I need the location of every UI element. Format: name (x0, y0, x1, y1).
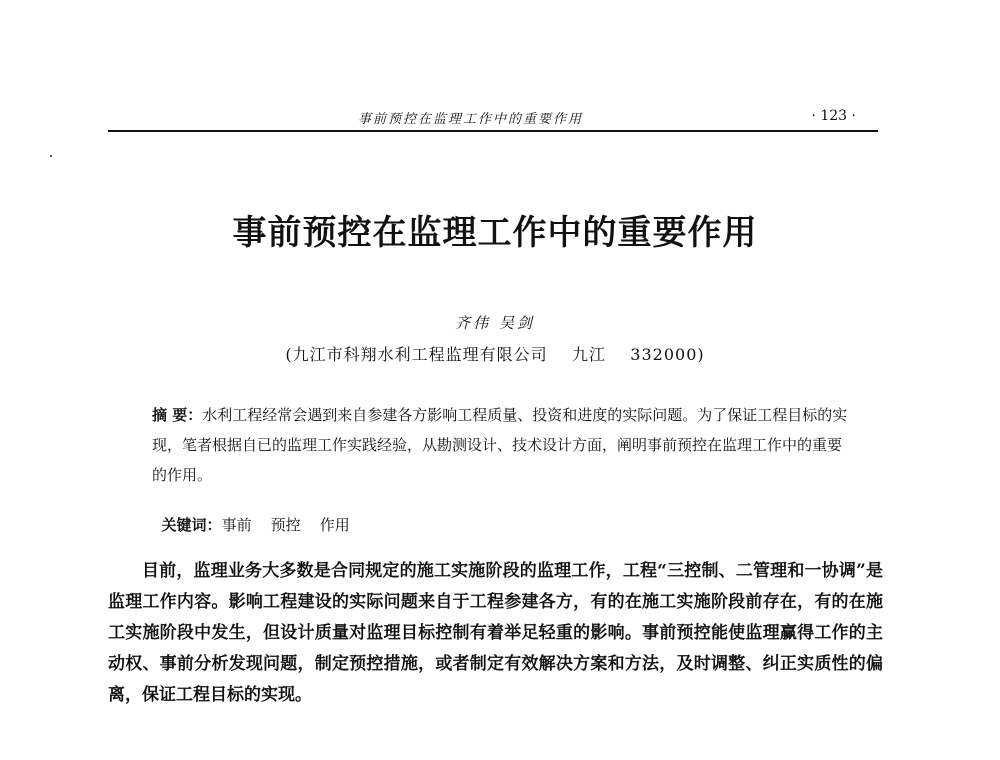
abstract-text: 水利工程经常会遇到来自参建各方影响工程质量、投资和进度的实际问题。为了保证工程目标的实现，笔者根据自已的监理工作实践经验，从勘测设计、技术设计方面，阐明事前预控在监理工作中的重要的作用。 (152, 406, 848, 484)
running-title: 事前预控在监理工作中的重要作用 (358, 112, 584, 127)
page-number: · 123 · (811, 108, 856, 124)
abstract-label: 摘 要： (152, 406, 203, 424)
body-paragraph: 目前，监理业务大多数是合同规定的施工实施阶段的监理工作，工程“三控制、二管理和一协调”是监理工作内容。影响工程建设的实际问题来自于工程参建各方，有的在施工实施阶段前存在，有的在施工实施阶段中发生，但设计质量对监理目标控制有着举足轻重的影响。事前预控能使监理赢得工作的主动权、事前分析发现问题，制定预控措施，或者制定有效解决方案和方法，及时调整、纠正实质性的偏离，保证工程目标的实现。 (108, 561, 883, 705)
authors: 齐伟 吴剑 (455, 314, 535, 332)
affiliation: (九江市科翔水利工程监理有限公司 九江 332000) (285, 345, 705, 364)
running-header (108, 108, 878, 132)
abstract (152, 400, 852, 490)
keywords-label: 关键词： (161, 516, 222, 534)
article-title: 事前预控在监理工作中的重要作用 (232, 213, 758, 253)
keywords (152, 496, 852, 535)
scan-speck (50, 155, 52, 157)
keywords-text: 事前 预控 作用 (221, 516, 350, 534)
